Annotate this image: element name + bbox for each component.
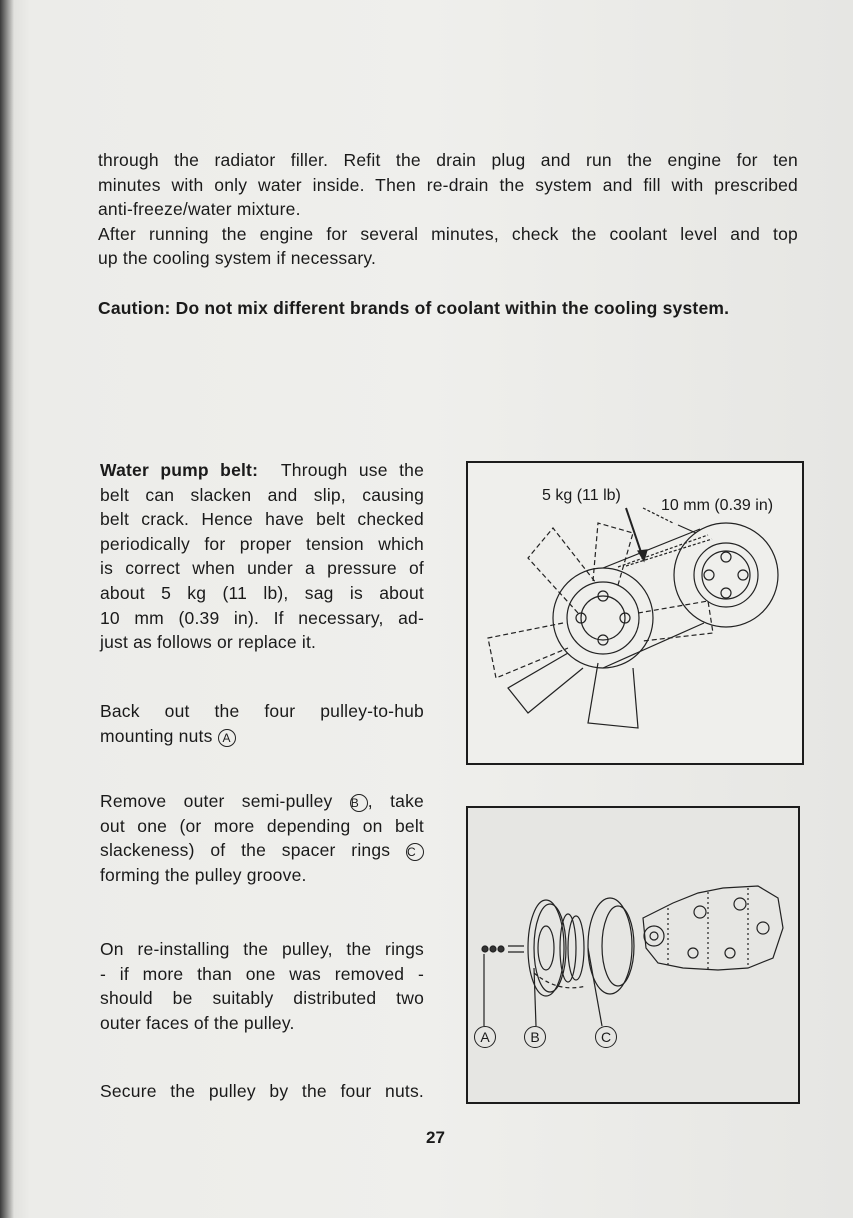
step-back-out-nuts — [100, 699, 424, 748]
caution-note: Caution: Do not mix different brands of coolant within the cooling system. — [98, 298, 730, 318]
step1-line: mounting nuts — [100, 725, 213, 746]
step3-line: On re-installing the pulley, the rings — [100, 939, 424, 959]
step2-line-1 — [100, 789, 424, 814]
intro-paragraph — [98, 148, 798, 271]
intro-line: minutes with only water inside. Then re-drain the system and fill with prescribed — [98, 174, 798, 195]
callout-c: C — [595, 1026, 617, 1048]
callout-b: B — [524, 1026, 546, 1048]
belt-load-label: 5 kg (11 lb) — [542, 487, 621, 504]
callout-a: A — [474, 1026, 496, 1048]
belt-heading: Water pump belt: — [100, 460, 259, 480]
step2-line: Remove outer semi-pulley — [100, 791, 333, 811]
step2-line: slackeness) of the spacer rings — [100, 840, 391, 861]
belt-first-line — [100, 458, 424, 483]
belt-line: periodically for proper tension which — [100, 533, 424, 554]
step1-line: Back out the four pulley-to-hub — [100, 701, 424, 721]
belt-line: 10 mm (0.39 in). If necessary, ad- — [100, 607, 424, 628]
intro-line: up the cooling system if necessary. — [98, 248, 377, 269]
step-secure-pulley — [100, 1079, 424, 1104]
belt-line: just as follows or replace it. — [100, 632, 317, 653]
belt-line: belt crack. Hence have belt checked — [100, 509, 424, 530]
page-binding-shadow — [0, 0, 14, 1218]
step2-line: forming the pulley groove. — [100, 864, 307, 885]
step2-tail: , take — [367, 791, 424, 811]
water-pump-belt-paragraph — [100, 458, 424, 655]
callout-b-ref: B — [350, 794, 368, 812]
intro-line: anti-freeze/water mixture. — [98, 199, 301, 220]
step-reinstall-pulley — [100, 937, 424, 1035]
step3-line: - if more than one was removed - — [100, 963, 424, 984]
pulley-exploded-figure — [466, 806, 800, 1104]
intro-line: through the radiator filler. Refit the drain plug and run the engine for ten — [98, 150, 798, 170]
step3-line: should be suitably distributed two — [100, 988, 424, 1009]
page-number: 27 — [426, 1128, 445, 1147]
belt-tension-figure — [466, 461, 804, 765]
step-remove-semi-pulley — [100, 789, 424, 887]
step2-line: out one (or more depending on belt — [100, 815, 424, 836]
pulley-exploded-drawing — [468, 808, 798, 1102]
belt-line: is correct when under a pressure of — [100, 558, 424, 579]
callout-a-ref: A — [218, 729, 236, 747]
belt-line: belt can slacken and slip, causing — [100, 484, 424, 505]
step2-line-3 — [100, 838, 424, 863]
intro-line: After running the engine for several minutes, check the coolant level and top — [98, 223, 798, 244]
callout-c-ref: C — [406, 843, 424, 861]
belt-sag-label: 10 mm (0.39 in) — [661, 497, 774, 514]
belt-line: Through use the — [280, 460, 425, 480]
belt-line: about 5 kg (11 lb), sag is about — [100, 582, 424, 603]
step1-line-2 — [100, 724, 424, 749]
step3-line: outer faces of the pulley. — [100, 1012, 295, 1033]
step4-line: Secure the pulley by the four nuts. — [100, 1081, 424, 1101]
